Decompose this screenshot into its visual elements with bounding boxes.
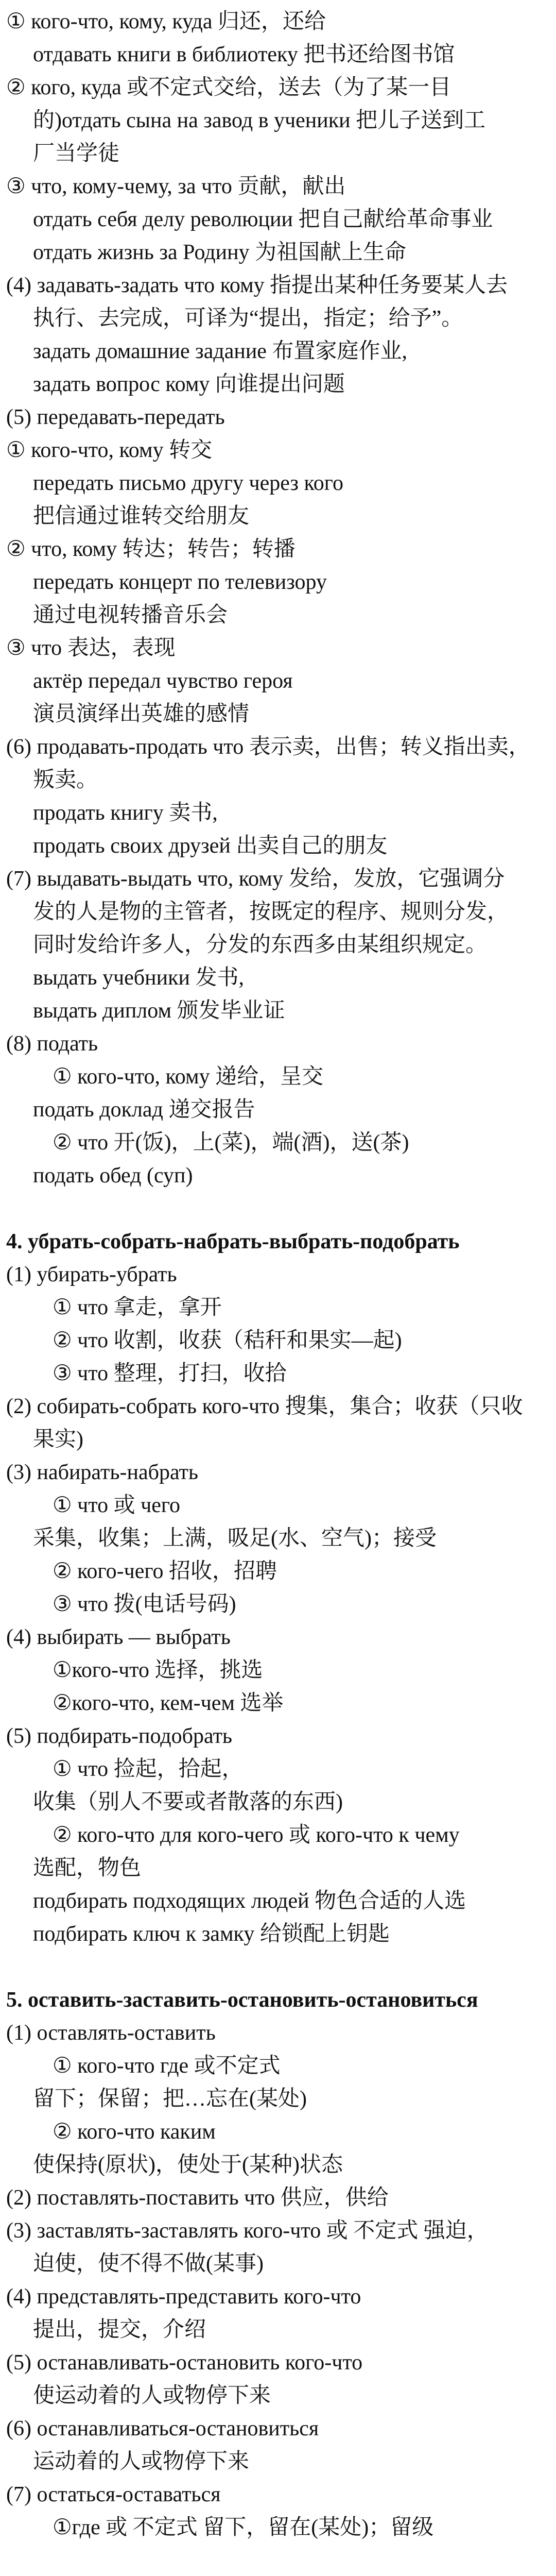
text-line: ② кого-что каким [53,2120,216,2144]
text-line: выдать учебники 发书, [33,966,244,990]
text-line: ③ что 表达，表现 [6,636,176,660]
text-line: 选配，物色 [33,1856,142,1880]
text-line: продать своих друзей 出卖自己的朋友 [33,834,388,858]
text-line: (6) останавливаться-остановиться [6,2417,319,2441]
text-line: (1) убирать-убрать [6,1263,177,1286]
text-line: 提出，提交，介绍 [33,2318,206,2342]
text-line: выдать диплом 颁发毕业证 [33,999,285,1023]
text-line: ①кого-что 选择，挑选 [53,1658,263,1682]
text-line: задать домашние задание 布置家庭作业, [33,340,407,363]
text-line: подать обед (суп) [33,1164,193,1188]
text-line: 果实) [33,1428,83,1451]
text-line: 把信通过谁转交给朋友 [33,504,250,528]
text-line: (1) оставлять-оставить [6,2021,216,2045]
text-line: (5) передавать-передать [6,405,225,429]
text-line: ② кого, куда 或不定式交给，送去（为了某一目 [6,76,451,99]
section-spacer [6,1192,550,1225]
text-line: передать концерт по телевизору [33,570,327,594]
text-line: ③ что, кому-чему, за что 贡献，献出 [6,175,346,198]
text-line: подбирать подходящих людей 物色合适的人选 [33,1889,466,1913]
text-line: 厂当学徒 [33,142,120,165]
text-line: (4) представлять-представить кого-что [6,2285,361,2309]
text-line: ② кого-что для кого-чего 或 кого-что к чему [53,1823,460,1847]
text-line: (3) заставлять-заставлять кого-что 或 不定式 强迫， [6,2219,489,2243]
text-line: ② что 收割，收获（秸秆和果实—起) [53,1329,402,1352]
text-line: подбирать ключ к замку 给锁配上钥匙 [33,1922,390,1946]
text-line: (7) выдавать-выдать что, кому 发给，发放，它强调分 [6,867,505,891]
text-line: ① кого-что где 或不定式 [53,2054,281,2078]
text-line: (4) задавать-задать что кому 指提出某种任务要某人去 [6,274,508,297]
text-line: ① что 拿走，拿开 [53,1296,222,1319]
text-line: 采集，收集；上满，吸足(水、空气)；接受 [33,1527,437,1550]
section-heading: 4. убрать-собрать-набрать-выбрать-подобрать [6,1230,460,1253]
text-line: (2) поставлять-поставить что 供应，供给 [6,2186,389,2210]
text-line: задать вопрос кому 向谁提出问题 [33,372,345,396]
text-line: ① что 或 чего [53,1494,181,1517]
text-line: 的)отдать сына на завод в ученики 把儿子送到工 [33,109,486,132]
text-line: ② что, кому 转达；转告；转播 [6,537,296,561]
text-line: 运动着的人或物停下来 [33,2450,250,2473]
text-line: отдать жизнь за Родину 为祖国献上生命 [33,241,407,264]
text-line: ① кого-что, кому 转交 [6,438,213,462]
text-line: 使保持(原状)，使处于(某种)状态 [33,2153,343,2177]
text-line: ③ что 拨(电话号码) [53,1592,236,1616]
text-line: (7) остаться-оставаться [6,2483,221,2506]
text-line: (4) выбирать — выбрать [6,1625,231,1649]
text-line: актёр передал чувство героя [33,669,293,693]
text-line: 使运动着的人或物停下来 [33,2384,271,2408]
text-line: ① кого-что, кому 递给，呈交 [53,1065,324,1089]
text-line: ② кого-чего 招收，招聘 [53,1560,277,1583]
text-line: 同时发给许多人，分发的东西多由某组织规定。 [33,933,488,957]
section-spacer [6,1951,550,1984]
text-line: передать письмо другу через кого [33,471,343,495]
text-line: подать доклад 递交报告 [33,1098,255,1122]
text-line: ①где 或 不定式 留下，留在(某处)；留级 [53,2516,434,2539]
text-line: 叛卖。 [33,768,98,792]
text-line: 执行、去完成，可译为“提出，指定；给予”。 [33,307,463,330]
text-line: 收集（别人不要或者散落的东西) [33,1790,343,1814]
text-line: 演员演绎出英雄的感情 [33,702,250,726]
text-line: (6) продавать-продать что 表示卖，出售；转义指出卖， [6,735,530,759]
text-line: 留下；保留；把…忘在(某处) [33,2087,307,2111]
text-line: ① что 捡起，拾起， [53,1757,244,1781]
text-line: (5) останавливать-остановить кого-что [6,2351,363,2375]
text-line: ②кого-что, кем-чем 选举 [53,1691,284,1715]
text-line: продать книгу 卖书, [33,801,218,825]
text-line: (2) собирать-собрать кого-что 搜集，集合；收获（只收 [6,1395,523,1418]
text-line: 迫使，使不得不做(某事) [33,2252,264,2276]
text-line: отдать себя делу революции 把自己献给革命事业 [33,208,493,231]
text-line: (3) набирать-набрать [6,1461,199,1484]
section-heading: 5. оставить-заставить-остановить-остановиться [6,1988,478,2012]
text-line: (5) подбирать-подобрать [6,1724,233,1748]
text-line: 发的人是物的主管者，按既定的程序、规则分发， [33,900,509,924]
text-line: отдавать книги в библиотеку 把书还给图书馆 [33,43,455,66]
text-line: ② что 开(饭)，上(菜)，端(酒)，送(茶) [53,1131,409,1155]
text-line: 通过电视转播音乐会 [33,603,228,627]
text-line: ③ что 整理，打扫，收拾 [53,1362,287,1385]
text-line: (8) подать [6,1032,98,1056]
text-line: ① кого-что, кому, куда 归还，还给 [6,10,326,33]
